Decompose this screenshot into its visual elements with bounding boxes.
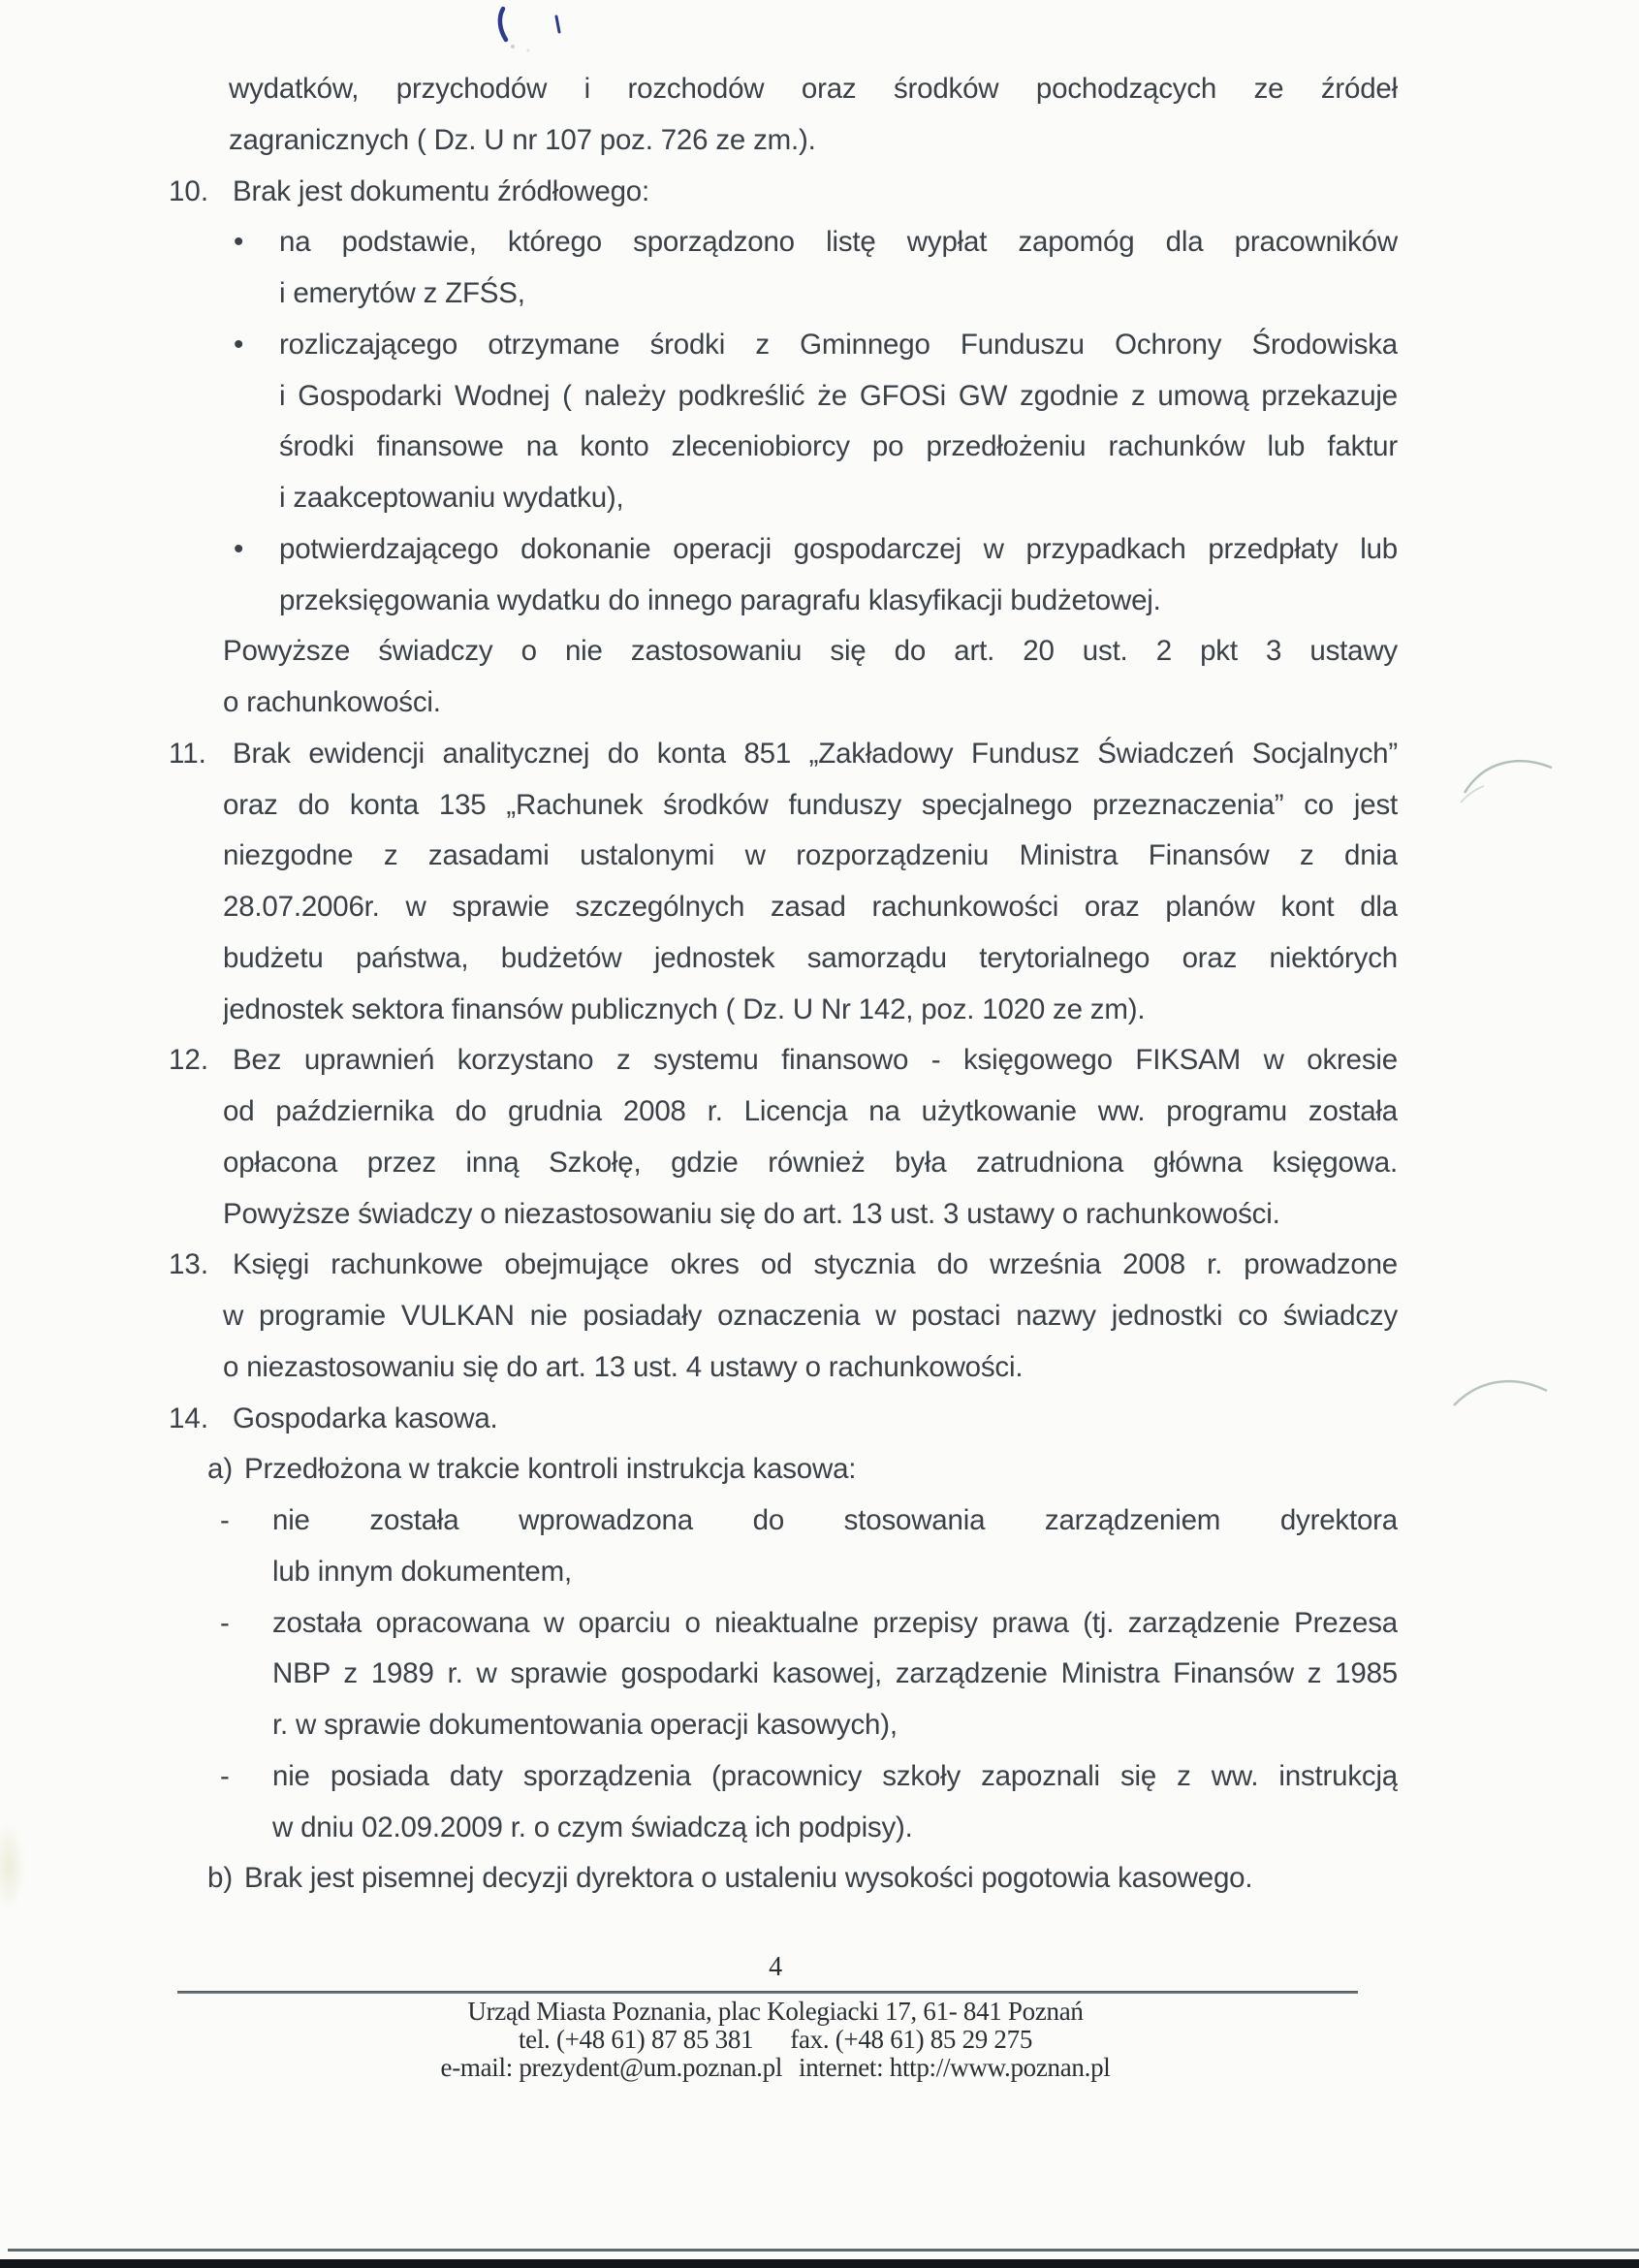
paper-smudge — [0, 1820, 23, 1912]
text-line: nie została wprowadzona do stosowania zarządzeniem dyrektora — [272, 1504, 1398, 1536]
list-marker: a) — [207, 1453, 234, 1486]
footer-rule — [177, 1991, 1358, 1994]
text-line: Brak jest pisemnej decyzji dyrektora o ustaleniu wysokości pogotowia kasowego. — [244, 1862, 1253, 1895]
footer-fax: fax. (+48 61) 85 29 275 — [790, 2025, 1033, 2054]
text-line: w dniu 02.09.2009 r. o czym świadczą ich podpisy). — [272, 1811, 913, 1843]
list-marker: • — [234, 226, 244, 259]
text-line: o rachunkowości. — [223, 686, 441, 718]
text-line: oraz do konta 135 „Rachunek środków funduszy specjalnego przeznaczenia” co jest — [223, 788, 1398, 821]
list-marker: • — [234, 532, 244, 565]
text-line: jednostek sektora finansów publicznych ( Dz. U Nr 142, poz. 1020 ze zm). — [223, 992, 1146, 1025]
text-line: Przedłożona w trakcie kontroli instrukcja kasowa: — [244, 1453, 857, 1486]
list-marker: - — [220, 1759, 230, 1792]
text-line: niezgodne z zasadami ustalonymi w rozporządzeniu Ministra Finansów z dnia — [223, 839, 1398, 872]
text-line: potwierdzającego dokonanie operacji gospodarczej w przypadkach przedpłaty lub — [279, 532, 1398, 565]
text-line: 28.07.2006r. w sprawie szczególnych zasad rachunkowości oraz planów kont dla — [223, 891, 1398, 923]
text-line: Księgi rachunkowe obejmujące okres od stycznia do września 2008 r. prowadzone — [233, 1248, 1398, 1281]
list-marker: • — [234, 328, 244, 361]
footer-internet: internet: http://www.poznan.pl — [799, 2053, 1111, 2082]
text-line: opłacona przez inną Szkołę, gdzie również była zatrudniona główna księgowa. — [223, 1146, 1398, 1179]
list-marker: b) — [207, 1862, 234, 1895]
text-line: lub innym dokumentem, — [272, 1555, 572, 1588]
list-marker: 10. — [169, 174, 209, 207]
text-line: zagranicznych ( Dz. U nr 107 poz. 726 ze zm.). — [229, 123, 816, 156]
pencil-arc-icon — [1459, 748, 1560, 806]
text-line: NBP z 1989 r. w sprawie gospodarki kasowej, zarządzenie Ministra Finansów z 1985 — [272, 1657, 1398, 1690]
footer-tel: tel. (+48 61) 87 85 381 — [518, 2025, 754, 2054]
list-marker: - — [220, 1504, 230, 1536]
text-line: na podstawie, którego sporządzono listę wypłat zapomóg dla pracowników — [279, 226, 1398, 259]
text-line: nie posiada daty sporządzenia (pracownicy szkoły zapoznali się z ww. instrukcją — [272, 1759, 1398, 1792]
text-line: środki finansowe na konto zleceniobiorcy po przedłożeniu rachunków lub faktur — [279, 430, 1398, 463]
list-marker: - — [220, 1606, 230, 1639]
pen-mark-icon — [489, 2, 582, 52]
text-line: rozliczającego otrzymane środki z Gminnego Funduszu Ochrony Środowiska — [279, 328, 1398, 361]
text-line: i zaakceptowaniu wydatku), — [279, 482, 624, 514]
footer-phone-fax — [174, 2025, 1376, 2055]
text-line: została opracowana w oparciu o nieaktualne przepisy prawa (tj. zarządzenie Prezesa — [272, 1606, 1398, 1639]
text-line: Powyższe świadczy o nie zastosowaniu się do art. 20 ust. 2 pkt 3 ustawy — [223, 635, 1398, 668]
text-line: przeksięgowania wydatku do innego paragrafu klasyfikacji budżetowej. — [279, 583, 1161, 616]
list-marker: 14. — [169, 1402, 209, 1434]
text-line: w programie VULKAN nie posiadały oznaczenia w postaci nazwy jednostki co świadczy — [223, 1300, 1398, 1332]
list-marker: 13. — [169, 1248, 209, 1281]
list-marker: 11. — [169, 737, 206, 770]
text-line: Brak jest dokumentu źródłowego: — [233, 174, 649, 207]
page-number: 4 — [769, 1952, 782, 1982]
text-line: o niezastosowaniu się do art. 13 ust. 4 ustawy o rachunkowości. — [223, 1350, 1024, 1383]
text-line: r. w sprawie dokumentowania operacji kasowych), — [272, 1709, 898, 1741]
text-line: i emerytów z ZFŚS, — [279, 277, 525, 309]
text-line: Bez uprawnień korzystano z systemu finansowo - księgowego FIKSAM w okresie — [233, 1044, 1398, 1077]
scanner-edge-band — [0, 2259, 1639, 2268]
text-line: Gospodarka kasowa. — [233, 1402, 498, 1434]
list-marker: 12. — [169, 1044, 209, 1077]
footer-email-web — [174, 2053, 1376, 2083]
text-line: Brak ewidencji analitycznej do konta 851 „Zakładowy Fundusz Świadczeń Socjalnych” — [233, 737, 1398, 770]
text-line: budżetu państwa, budżetów jednostek samorządu terytorialnego oraz niektórych — [223, 941, 1398, 974]
text-line: i Gospodarki Wodnej ( należy podkreślić że GFOSi GW zgodnie z umową przekazuje — [279, 379, 1398, 412]
footer-address: Urząd Miasta Poznania, plac Kolegiacki 17, 61- 841 Poznań — [467, 1997, 1084, 2026]
text-line: Powyższe świadczy o niezastosowaniu się do art. 13 ust. 3 ustawy o rachunkowości. — [223, 1197, 1280, 1230]
scanner-edge-line — [8, 2249, 1639, 2252]
text-line: od października do grudnia 2008 r. Licencja na użytkowanie ww. programu została — [223, 1095, 1398, 1127]
pencil-arc-icon — [1446, 1367, 1555, 1417]
text-line: wydatków, przychodów i rozchodów oraz środków pochodzących ze źródeł — [229, 73, 1398, 105]
footer-email: e-mail: prezydent@um.poznan.pl — [440, 2053, 783, 2082]
